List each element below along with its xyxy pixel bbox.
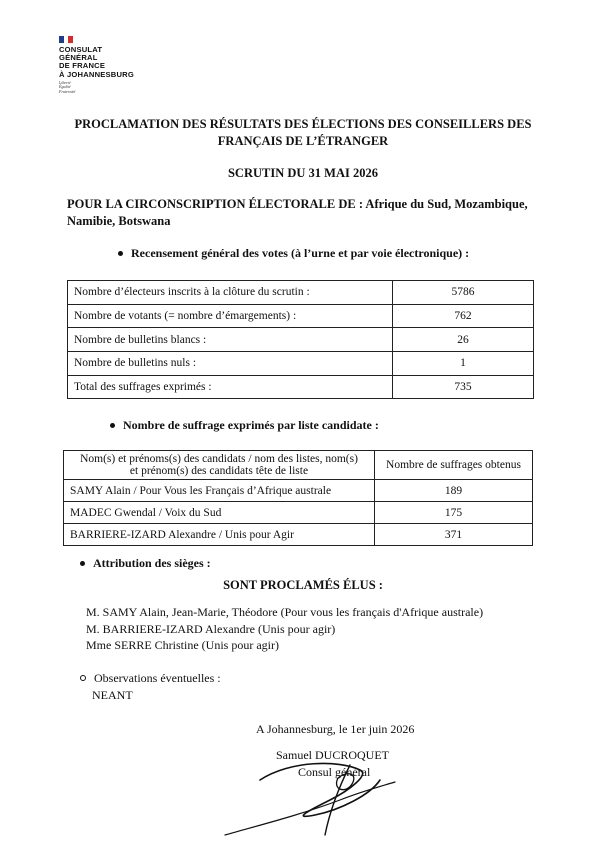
table-cell-value: 762 xyxy=(393,304,534,328)
bullet-icon xyxy=(80,561,85,566)
elu-item: M. SAMY Alain, Jean-Marie, Théodore (Pour vous les français d'Afrique australe) xyxy=(86,605,484,619)
signature-block xyxy=(256,722,415,779)
bullet-icon xyxy=(118,251,123,256)
bullet-icon xyxy=(110,423,115,428)
handwritten-signature xyxy=(220,740,400,840)
section-heading-text: Attribution des sièges : xyxy=(93,556,211,570)
observations-value: NEANT xyxy=(92,688,133,702)
republic-motto xyxy=(59,81,169,95)
elu-item: M. BARRIERE-IZARD Alexandre (Unis pour agir) xyxy=(86,621,336,636)
elus-list xyxy=(86,604,483,654)
table-header-row xyxy=(64,451,533,480)
motto-line: Égalité xyxy=(59,84,71,90)
table-row xyxy=(64,480,533,502)
scrutin-date: SCRUTIN DU 31 MAI 2026 xyxy=(227,166,378,180)
table-cell-label: Nombre de votants (= nombre d’émargements) : xyxy=(68,304,393,328)
table-row xyxy=(68,328,534,352)
observations-heading xyxy=(80,671,221,686)
motto-line: Fraternité xyxy=(59,89,76,94)
table-cell-liste: BARRIERE-IZARD Alexandre / Unis pour Agir xyxy=(64,524,375,546)
title-line: FRANÇAIS DE L’ÉTRANGER xyxy=(217,134,389,148)
table-cell-liste: SAMY Alain / Pour Vous les Français d’Afrique australe xyxy=(64,480,375,502)
logo-line: À JOHANNESBURG xyxy=(59,69,134,79)
document-title xyxy=(0,116,606,150)
table-row xyxy=(64,524,533,546)
french-flag-icon xyxy=(59,36,73,43)
section-heading-text: Nombre de suffrage exprimés par liste candidate : xyxy=(123,418,379,432)
table-cell-value: 735 xyxy=(393,375,534,399)
circonscription: POUR LA CIRCONSCRIPTION ÉLECTORALE DE : Afrique du Sud, Mozambique, Namibie, Botswana xyxy=(67,197,528,228)
table-cell-label: Nombre de bulletins blancs : xyxy=(68,328,393,352)
table-cell-votes: 371 xyxy=(375,524,533,546)
bullet-icon xyxy=(80,675,86,681)
motto-line: Liberté xyxy=(59,79,71,85)
table-cell-value: 26 xyxy=(393,328,534,352)
signatory-name: Samuel DUCROQUET xyxy=(276,748,389,762)
header-line: Nom(s) et prénoms(s) des candidats / nom des listes, nom(s) xyxy=(80,453,358,465)
proclames-heading: SONT PROCLAMÉS ÉLUS : xyxy=(223,578,383,592)
table-cell-value: 5786 xyxy=(393,281,534,305)
header-line: et prénom(s) des candidats tête de liste xyxy=(129,465,309,477)
consulate-logo xyxy=(59,36,169,95)
table-cell-liste: MADEC Gwendal / Voix du Sud xyxy=(64,502,375,524)
logo-line: DE FRANCE xyxy=(59,61,106,71)
title-line: PROCLAMATION DES RÉSULTATS DES ÉLECTIONS DES CONSEILLERS DES xyxy=(74,117,532,131)
recensement-table xyxy=(67,280,534,399)
section-recensement-heading xyxy=(118,246,469,261)
table-row xyxy=(68,352,534,376)
section-heading-text: Recensement général des votes (à l’urne et par voie électronique) : xyxy=(131,246,470,260)
observations-label: Observations éventuelles : xyxy=(94,671,221,685)
table-cell-votes: 189 xyxy=(375,480,533,502)
column-header-candidats xyxy=(64,451,375,480)
section-listes-heading xyxy=(110,418,379,433)
section-attribution-heading xyxy=(80,556,211,571)
table-cell-label: Total des suffrages exprimés : xyxy=(68,375,393,399)
place-date: A Johannesburg, le 1er juin 2026 xyxy=(256,722,415,736)
table-row xyxy=(68,375,534,399)
logo-line: CONSULAT xyxy=(59,45,103,54)
table-row xyxy=(68,304,534,328)
table-row xyxy=(64,502,533,524)
signatory-role: Consul général xyxy=(298,765,371,779)
listes-table xyxy=(63,450,533,546)
table-cell-label: Nombre de bulletins nuls : xyxy=(68,352,393,376)
table-row xyxy=(68,281,534,305)
elu-item: Mme SERRE Christine (Unis pour agir) xyxy=(86,638,279,652)
logo-line: GÉNÉRAL xyxy=(59,53,98,63)
column-header-suffrages: Nombre de suffrages obtenus xyxy=(375,451,533,480)
table-cell-value: 1 xyxy=(393,352,534,376)
table-cell-label: Nombre d’électeurs inscrits à la clôture du scrutin : xyxy=(68,281,393,305)
table-cell-votes: 175 xyxy=(375,502,533,524)
